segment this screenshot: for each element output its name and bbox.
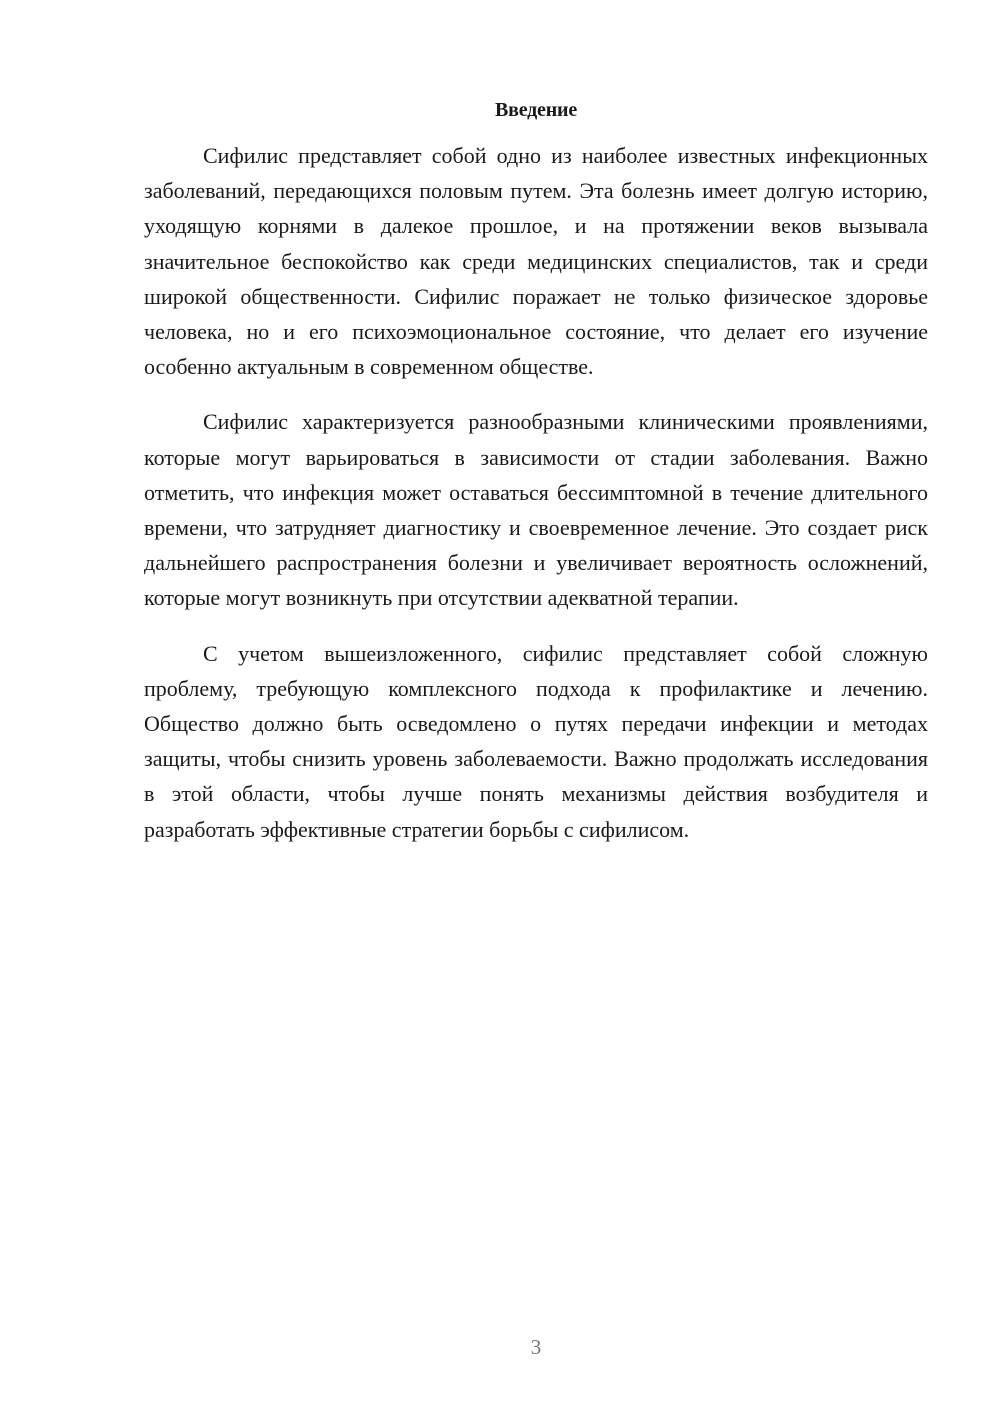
section-heading: Введение <box>494 99 578 121</box>
paragraph-2: Сифилис характеризуется разнообразными клиническими проявлениями, которые могут варьироваться в зависимости от стадии заболевания. Важно отметить, что инфекция может оставаться бессимптомной в течение длительного времени, что затрудняет диагностику и своевременное лечение. Это создает риск дальнейшего распространения болезни и увеличивает вероятность осложнений, которые могут возникнуть при отсутствии адекватной терапии. <box>144 409 928 611</box>
paragraph-1: Сифилис представляет собой одно из наиболее известных инфекционных заболеваний, передающихся половым путем. Эта болезнь имеет долгую историю, уходящую корнями в далекое прошлое, и на протяжении веков вызывала значительное беспокойство как среди медицинских специалистов, так и среди широкой общественности. Сифилис поражает не только физическое здоровье человека, но и его психоэмоциональное состояние, что делает его изучение особенно актуальным в современном обществе. <box>144 143 928 380</box>
page-content <box>144 94 928 867</box>
page-number: 3 <box>530 1335 542 1359</box>
paragraph-3: С учетом вышеизложенного, сифилис представляет собой сложную проблему, требующую комплексного подхода к профилактике и лечению. Общество должно быть осведомлено о путях передачи инфекции и методах защиты, чтобы снизить уровень заболеваемости. Важно продолжать исследования в этой области, чтобы лучше понять механизмы действия возбудителя и разработать эффективные стратегии борьбы с сифилисом. <box>144 640 928 842</box>
